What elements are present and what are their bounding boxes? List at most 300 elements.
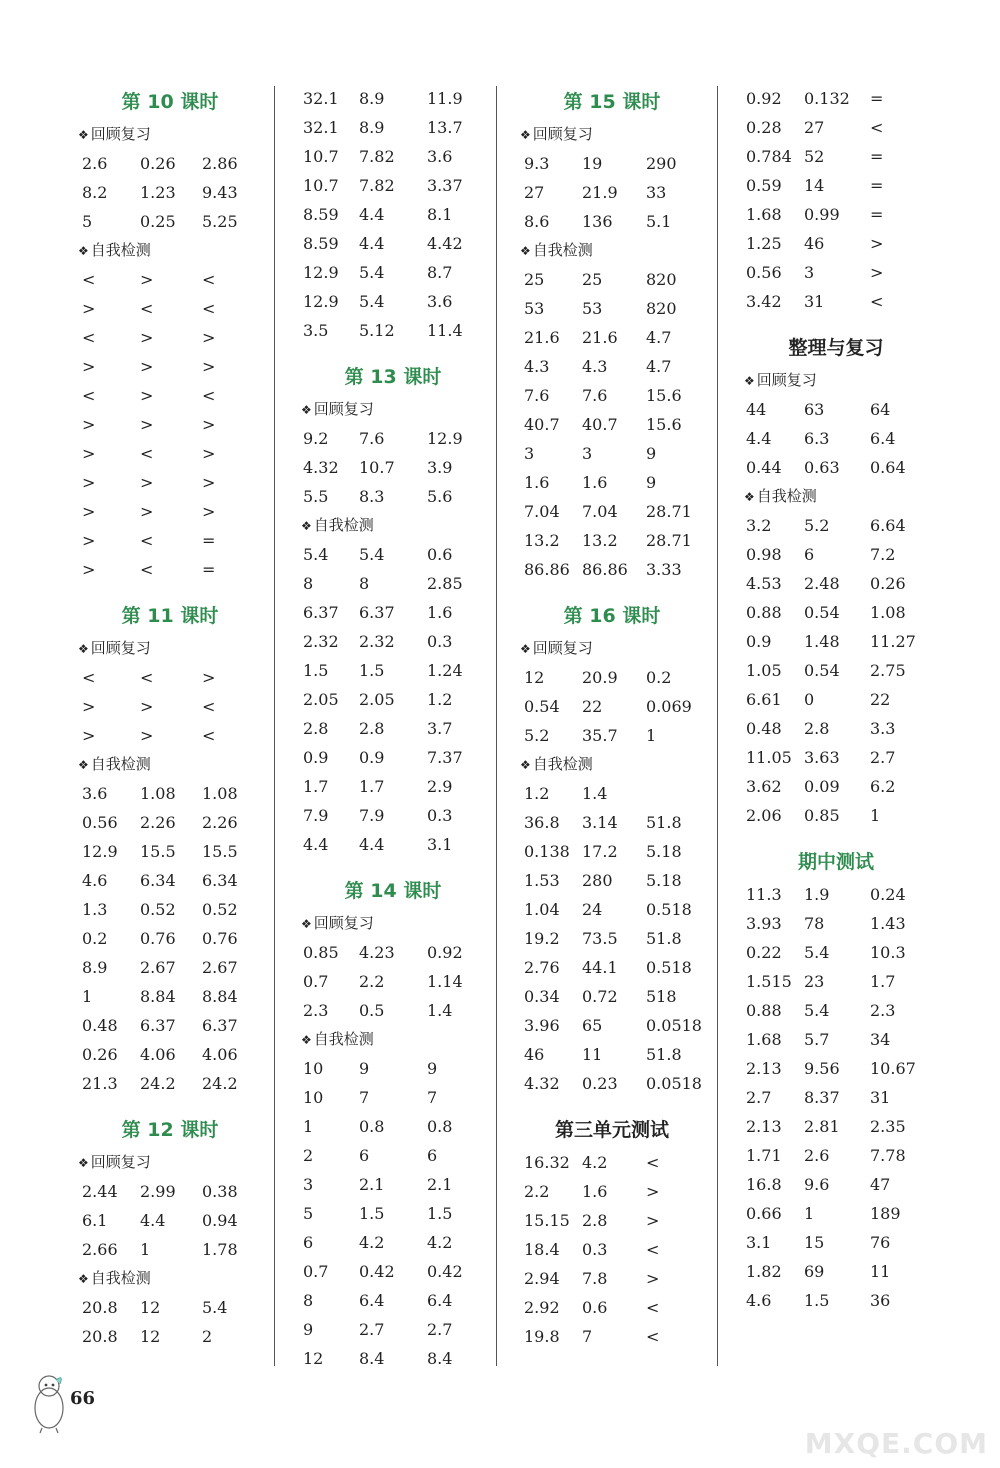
answer-cell: 21.6 <box>524 328 560 347</box>
answer-cell: > <box>870 263 884 282</box>
answer-cell: 2.7 <box>746 1088 772 1107</box>
subsection-label <box>70 236 270 265</box>
answer-cell: 36.8 <box>524 813 560 832</box>
answer-cell: 28.71 <box>646 531 692 550</box>
answer-cell: 3.1 <box>746 1233 772 1252</box>
answer-cell: 6.1 <box>82 1211 108 1230</box>
answer-cell: 8.6 <box>524 212 550 231</box>
answer-row <box>512 779 712 808</box>
section-title: 第 13 课时 <box>344 366 442 388</box>
answer-cell: 1.71 <box>746 1146 782 1165</box>
answer-cell: 3.93 <box>746 914 782 933</box>
answer-cell: > <box>140 726 154 745</box>
answer-cell: < <box>140 444 154 463</box>
answer-cell: 290 <box>646 154 677 173</box>
answer-cell: 0.2 <box>646 668 672 687</box>
answer-cell: 3.6 <box>82 784 108 803</box>
answer-row <box>512 1206 712 1235</box>
diamond-bullet-icon: ❖ <box>78 1272 89 1286</box>
section-title: 第 10 课时 <box>121 91 219 113</box>
answer-row <box>512 953 712 982</box>
answer-cell: 0.518 <box>646 958 692 977</box>
answer-cell: 15.5 <box>140 842 176 861</box>
answer-row <box>736 569 936 598</box>
answer-row <box>293 714 493 743</box>
answer-cell: 5.4 <box>804 943 830 962</box>
answer-cell: 7.78 <box>870 1146 906 1165</box>
subsection-label <box>293 395 493 424</box>
section-gap <box>512 584 712 598</box>
answer-cell: 0.56 <box>82 813 118 832</box>
answer-cell: 0.518 <box>646 900 692 919</box>
answer-cell: 4.4 <box>303 835 329 854</box>
answer-cell: 2.3 <box>870 1001 896 1020</box>
answer-cell: 0.94 <box>202 1211 238 1230</box>
answer-cell: 13.2 <box>582 531 618 550</box>
diamond-bullet-icon: ❖ <box>301 917 312 931</box>
section-title: 第 15 课时 <box>563 91 661 113</box>
answer-cell: 1.5 <box>359 661 385 680</box>
answer-cell: 0.42 <box>427 1262 463 1281</box>
answer-cell: 136 <box>582 212 613 231</box>
answer-row <box>70 178 270 207</box>
answer-row <box>736 395 936 424</box>
answer-cell: 0.56 <box>746 263 782 282</box>
answer-cell: 5 <box>303 1204 314 1223</box>
answer-cell: > <box>646 1182 660 1201</box>
answer-cell: 6.37 <box>202 1016 238 1035</box>
answer-cell: 35.7 <box>582 726 618 745</box>
answer-cell: 3.37 <box>427 176 463 195</box>
answer-row <box>736 511 936 540</box>
answer-row <box>736 171 936 200</box>
answer-cell: 3 <box>303 1175 314 1194</box>
answer-cell: 3.62 <box>746 777 782 796</box>
answer-cell: > <box>140 415 154 434</box>
answer-cell: 518 <box>646 987 677 1006</box>
answer-cell: 4.7 <box>646 357 672 376</box>
answer-column <box>736 84 936 1315</box>
answer-cell: 5.1 <box>646 212 672 231</box>
answer-cell: 1.6 <box>582 473 608 492</box>
answer-row <box>736 1170 936 1199</box>
answer-cell: 11.27 <box>870 632 916 651</box>
answer-cell: 9 <box>427 1059 438 1078</box>
answer-cell: 64 <box>870 400 891 419</box>
answer-row <box>512 866 712 895</box>
answer-cell: 0.3 <box>427 806 453 825</box>
subsection-label-text: 回顾复习 <box>532 125 593 143</box>
diamond-bullet-icon: ❖ <box>301 403 312 417</box>
answer-cell: 17.2 <box>582 842 618 861</box>
answer-cell: 2.67 <box>140 958 176 977</box>
diamond-bullet-icon: ❖ <box>301 1033 312 1047</box>
answer-cell: 0.54 <box>804 603 840 622</box>
answer-row <box>293 482 493 511</box>
answer-row <box>736 909 936 938</box>
answer-cell: 2.94 <box>524 1269 560 1288</box>
answer-cell: 7.2 <box>870 545 896 564</box>
answer-row <box>736 1054 936 1083</box>
answer-cell: 7 <box>582 1327 593 1346</box>
answer-cell: 12.9 <box>303 263 339 282</box>
answer-row <box>512 439 712 468</box>
answer-cell: 9 <box>646 444 657 463</box>
answer-cell: 7.37 <box>427 748 463 767</box>
answer-cell: 1 <box>303 1117 314 1136</box>
answer-cell: 24 <box>582 900 603 919</box>
answer-row <box>70 410 270 439</box>
answer-cell: 5.7 <box>804 1030 830 1049</box>
answer-cell: 4.6 <box>82 871 108 890</box>
subsection-label <box>70 634 270 663</box>
answer-cell: 69 <box>804 1262 825 1281</box>
subsection-label-text: 自我检测 <box>532 755 593 773</box>
answer-row <box>70 924 270 953</box>
diamond-bullet-icon: ❖ <box>78 758 89 772</box>
answer-cell: 12 <box>303 1349 324 1368</box>
answer-cell: 0.3 <box>582 1240 608 1259</box>
answer-row <box>70 953 270 982</box>
answer-cell: 0.85 <box>303 943 339 962</box>
answer-cell: 5.12 <box>359 321 395 340</box>
diamond-bullet-icon: ❖ <box>520 244 531 258</box>
answer-cell: 24.2 <box>140 1074 176 1093</box>
answer-cell: 16.8 <box>746 1175 782 1194</box>
answer-cell: 0.6 <box>582 1298 608 1317</box>
answer-row <box>512 663 712 692</box>
answer-cell: 8.1 <box>427 205 453 224</box>
answer-row <box>512 178 712 207</box>
answer-cell: 9.2 <box>303 429 329 448</box>
answer-cell: > <box>140 270 154 289</box>
answer-cell: 1.78 <box>202 1240 238 1259</box>
answer-row <box>736 1228 936 1257</box>
answer-cell: 24.2 <box>202 1074 238 1093</box>
section-title: 第 11 课时 <box>121 605 219 627</box>
answer-cell: 9 <box>303 1320 314 1339</box>
answer-row <box>736 453 936 482</box>
answer-cell: 40.7 <box>524 415 560 434</box>
answer-cell: 1.68 <box>746 205 782 224</box>
subsection-label-text: 回顾复习 <box>313 914 374 932</box>
answer-row <box>512 323 712 352</box>
answer-cell: 5.25 <box>202 212 238 231</box>
answer-cell: 1.5 <box>303 661 329 680</box>
answer-cell: 0.76 <box>140 929 176 948</box>
answer-cell: > <box>202 328 216 347</box>
answer-row <box>70 721 270 750</box>
answer-cell: 0.8 <box>427 1117 453 1136</box>
answer-cell: 1.08 <box>870 603 906 622</box>
answer-cell: 1.7 <box>359 777 385 796</box>
answer-cell: 0.25 <box>140 212 176 231</box>
answer-row <box>70 468 270 497</box>
answer-cell: 4.06 <box>202 1045 238 1064</box>
answer-cell: 2 <box>303 1146 314 1165</box>
answer-cell: 0.52 <box>140 900 176 919</box>
answer-cell: 10 <box>303 1059 324 1078</box>
answer-cell: < <box>202 386 216 405</box>
answer-row <box>70 1322 270 1351</box>
answer-cell: > <box>82 357 96 376</box>
subsection-label <box>736 366 936 395</box>
section-gap <box>512 1098 712 1112</box>
answer-row <box>736 1199 936 1228</box>
answer-cell: < <box>646 1298 660 1317</box>
answer-row <box>293 1170 493 1199</box>
answer-row <box>70 866 270 895</box>
answer-row <box>293 424 493 453</box>
answer-row <box>70 381 270 410</box>
answer-cell: 1 <box>82 987 93 1006</box>
answer-cell: 4.32 <box>303 458 339 477</box>
answer-row <box>70 1177 270 1206</box>
answer-cell: 3 <box>804 263 815 282</box>
answer-cell: 3.9 <box>427 458 453 477</box>
subsection-label-text: 自我检测 <box>313 516 374 534</box>
answer-row <box>736 1083 936 1112</box>
subsection-label-text: 自我检测 <box>90 241 151 259</box>
answer-cell: 10.7 <box>303 147 339 166</box>
answer-row <box>512 381 712 410</box>
answer-cell: > <box>202 668 216 687</box>
answer-cell: 4.32 <box>524 1074 560 1093</box>
answer-cell: 0.23 <box>582 1074 618 1093</box>
answer-row <box>293 627 493 656</box>
answer-cell: < <box>202 270 216 289</box>
answer-cell: 2.9 <box>427 777 453 796</box>
answer-row <box>70 1069 270 1098</box>
answer-cell: 1.4 <box>427 1001 453 1020</box>
answer-cell: 2.32 <box>303 632 339 651</box>
answer-row <box>736 200 936 229</box>
answer-row <box>293 1112 493 1141</box>
answer-cell: 2.2 <box>359 972 385 991</box>
answer-cell: 0.6 <box>427 545 453 564</box>
answer-cell: 5.18 <box>646 842 682 861</box>
answer-row <box>736 1141 936 1170</box>
answer-cell: 0.132 <box>804 89 850 108</box>
answer-cell: 1.04 <box>524 900 560 919</box>
answer-row <box>736 598 936 627</box>
answer-cell: 11.4 <box>427 321 463 340</box>
answer-cell: 21.9 <box>582 183 618 202</box>
answer-cell: > <box>202 502 216 521</box>
section-title: 整理与复习 <box>788 337 884 359</box>
answer-row <box>293 830 493 859</box>
answer-cell: 8.2 <box>82 183 108 202</box>
answer-row <box>293 743 493 772</box>
answer-cell: 2.6 <box>804 1146 830 1165</box>
answer-column <box>70 84 270 1351</box>
answer-cell: 11.3 <box>746 885 782 904</box>
subsection-label <box>293 909 493 938</box>
answer-cell: 3.6 <box>427 147 453 166</box>
answer-cell: 46 <box>524 1045 545 1064</box>
answer-cell: 2.67 <box>202 958 238 977</box>
answer-cell: 6.61 <box>746 690 782 709</box>
answer-row <box>293 1228 493 1257</box>
answer-cell: 8.4 <box>427 1349 453 1368</box>
answer-cell: 12.9 <box>82 842 118 861</box>
answer-cell: 6.34 <box>140 871 176 890</box>
answer-cell: > <box>82 502 96 521</box>
answer-cell: > <box>82 560 96 579</box>
answer-cell: 1.48 <box>804 632 840 651</box>
answer-cell: 20.9 <box>582 668 618 687</box>
answer-cell: > <box>202 473 216 492</box>
answer-cell: 2.8 <box>359 719 385 738</box>
diamond-bullet-icon: ❖ <box>520 642 531 656</box>
answer-cell: 2.35 <box>870 1117 906 1136</box>
answer-cell: 1 <box>870 806 881 825</box>
answer-cell: 0.5 <box>359 1001 385 1020</box>
answer-row <box>293 287 493 316</box>
answer-cell: 4.6 <box>746 1291 772 1310</box>
answer-cell: 25 <box>524 270 545 289</box>
answer-cell: 10.67 <box>870 1059 916 1078</box>
answer-cell: 0.52 <box>202 900 238 919</box>
answer-cell: 3.3 <box>870 719 896 738</box>
answer-cell: 7 <box>427 1088 438 1107</box>
answer-row <box>70 692 270 721</box>
answer-cell: > <box>202 357 216 376</box>
answer-row <box>736 424 936 453</box>
subsection-label-text: 回顾复习 <box>90 639 151 657</box>
answer-cell: 0.22 <box>746 943 782 962</box>
answer-row <box>70 1235 270 1264</box>
answer-row <box>736 1257 936 1286</box>
answer-cell: 4.7 <box>646 328 672 347</box>
answer-cell: 27 <box>524 183 545 202</box>
answer-row <box>293 656 493 685</box>
answer-cell: 10.3 <box>870 943 906 962</box>
answer-cell: 0.92 <box>746 89 782 108</box>
answer-cell: 14 <box>804 176 825 195</box>
answer-row <box>736 1286 936 1315</box>
answer-cell: 11.05 <box>746 748 792 767</box>
section-title: 第 14 课时 <box>344 880 442 902</box>
section-title: 第 12 课时 <box>121 1119 219 1141</box>
answer-cell: 5.4 <box>202 1298 228 1317</box>
answer-cell: 0.42 <box>359 1262 395 1281</box>
watermark: MXQE.COM <box>804 1427 988 1460</box>
answer-cell: 4.2 <box>427 1233 453 1252</box>
answer-cell: < <box>82 386 96 405</box>
answer-cell: 73.5 <box>582 929 618 948</box>
answer-cell: > <box>140 386 154 405</box>
answer-cell: = <box>870 176 884 195</box>
subsection-label-text: 回顾复习 <box>90 125 151 143</box>
column-divider <box>274 86 275 1366</box>
answer-cell: 12 <box>140 1327 161 1346</box>
subsection-label <box>512 120 712 149</box>
answer-cell: 5.4 <box>303 545 329 564</box>
answer-cell: 0.48 <box>82 1016 118 1035</box>
answer-cell: 0.26 <box>82 1045 118 1064</box>
answer-cell: 12.9 <box>303 292 339 311</box>
answer-cell: 1.2 <box>427 690 453 709</box>
answer-row <box>70 149 270 178</box>
answer-row <box>736 258 936 287</box>
answer-cell: 22 <box>582 697 603 716</box>
subsection-label <box>70 750 270 779</box>
answer-cell: 6.37 <box>303 603 339 622</box>
answer-cell: 5.2 <box>524 726 550 745</box>
diamond-bullet-icon: ❖ <box>744 374 755 388</box>
answer-row <box>293 938 493 967</box>
answer-cell: 2.66 <box>82 1240 118 1259</box>
answer-cell: < <box>82 668 96 687</box>
subsection-label-text: 自我检测 <box>313 1030 374 1048</box>
answer-cell: 5 <box>82 212 93 231</box>
answer-row <box>736 801 936 830</box>
answer-row <box>293 1199 493 1228</box>
subsection-label <box>736 482 936 511</box>
answer-cell: 3 <box>524 444 535 463</box>
answer-row <box>512 808 712 837</box>
answer-cell: 31 <box>870 1088 891 1107</box>
answer-cell: 0.92 <box>427 943 463 962</box>
answer-cell: 7.9 <box>303 806 329 825</box>
subsection-label-text: 回顾复习 <box>90 1153 151 1171</box>
answer-cell: 6.4 <box>359 1291 385 1310</box>
answer-cell: 0.34 <box>524 987 560 1006</box>
answer-cell: 2.2 <box>524 1182 550 1201</box>
answer-row <box>512 1040 712 1069</box>
answer-cell: < <box>646 1327 660 1346</box>
answer-cell: 1.5 <box>427 1204 453 1223</box>
answer-cell: > <box>140 473 154 492</box>
answer-row <box>293 772 493 801</box>
answer-cell: 2.8 <box>804 719 830 738</box>
answer-cell: 19 <box>582 154 603 173</box>
answer-cell: 5.4 <box>804 1001 830 1020</box>
answer-cell: 2.81 <box>804 1117 840 1136</box>
answer-cell: 1.68 <box>746 1030 782 1049</box>
answer-cell: > <box>870 234 884 253</box>
section-gap <box>70 1098 270 1112</box>
answer-cell: < <box>646 1240 660 1259</box>
answer-cell: 1.5 <box>804 1291 830 1310</box>
answer-row <box>512 692 712 721</box>
answer-row <box>70 294 270 323</box>
answer-cell: 12 <box>524 668 545 687</box>
answer-cell: 3.42 <box>746 292 782 311</box>
answer-cell: 0.63 <box>804 458 840 477</box>
answer-row <box>512 1293 712 1322</box>
subsection-label <box>512 750 712 779</box>
answer-cell: 47 <box>870 1175 891 1194</box>
answer-cell: > <box>646 1269 660 1288</box>
answer-row <box>293 598 493 627</box>
answer-cell: 0.069 <box>646 697 692 716</box>
answer-row <box>70 265 270 294</box>
answer-row <box>512 149 712 178</box>
subsection-label <box>70 1264 270 1293</box>
answer-cell: 21.3 <box>82 1074 118 1093</box>
answer-row <box>736 113 936 142</box>
section-gap <box>736 316 936 330</box>
diamond-bullet-icon: ❖ <box>78 244 89 258</box>
answer-row <box>293 229 493 258</box>
answer-cell: 2 <box>202 1327 213 1346</box>
answer-row <box>736 287 936 316</box>
answer-cell: 0.9 <box>303 748 329 767</box>
answer-row <box>736 656 936 685</box>
answer-cell: 2.13 <box>746 1059 782 1078</box>
